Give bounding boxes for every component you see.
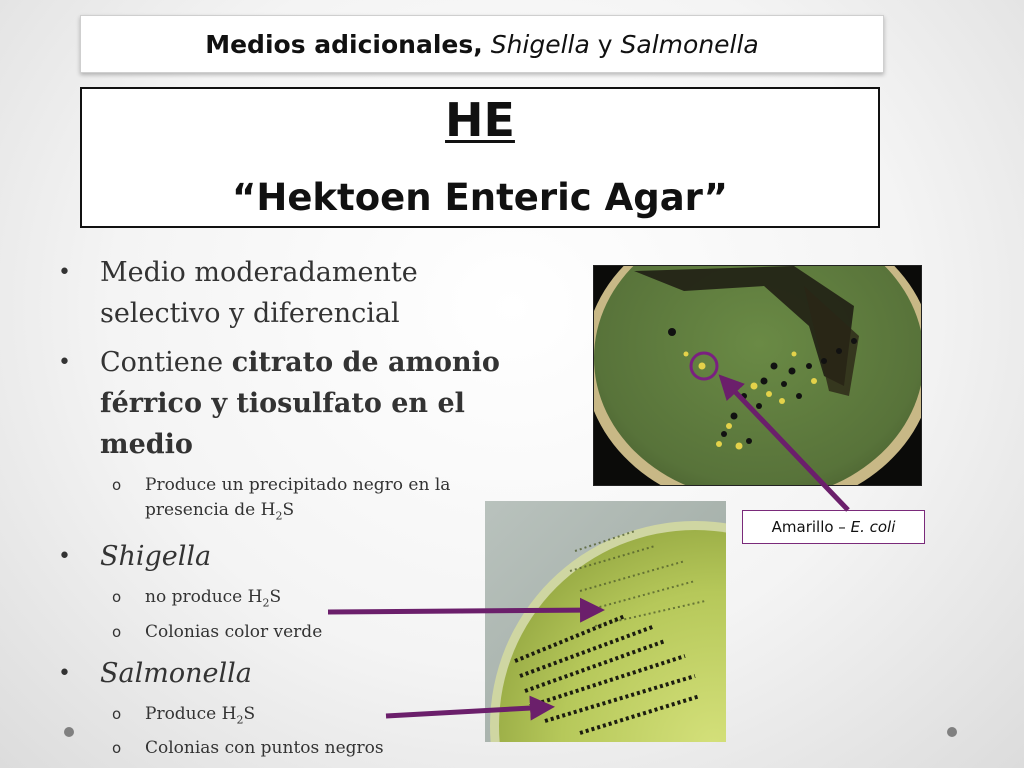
petri-dish-illustration (485, 501, 726, 742)
petri-dish-photo-shigella-salmonella (485, 501, 726, 742)
sub-bullet-suffix: S (282, 500, 295, 520)
sub-bullet-circle-icon: o (112, 622, 122, 641)
sub-bullet-item (58, 702, 538, 732)
bullet-item (58, 342, 538, 465)
sub-bullet-suffix: S (269, 587, 282, 608)
bullet-dot-icon: • (58, 660, 71, 686)
bullet-text-bold: citrato de amonio férrico y tiosulfato en el medio (100, 347, 500, 460)
bullet-text: Shigella (100, 541, 212, 573)
banner-text-main: Medios adicionales, (205, 29, 483, 59)
bullet-dot-icon: • (58, 350, 71, 375)
sub-bullet-item (58, 473, 538, 528)
subscript: 2 (275, 509, 283, 523)
sub-bullet-item (58, 585, 538, 615)
bullet-dot-icon: • (58, 260, 71, 285)
banner-text-shigella: Shigella (490, 29, 590, 59)
slide-nav-dot-right (947, 727, 957, 737)
petri-dish-illustration (594, 266, 921, 485)
slide-title-box (80, 87, 880, 228)
sub-bullet-text: Colonias color verde (145, 621, 323, 642)
sub-bullet-circle-icon: o (112, 476, 122, 494)
bullet-dot-icon: • (58, 544, 71, 570)
bullet-item (58, 252, 538, 334)
sub-bullet-item (58, 620, 538, 645)
sub-bullet-text: no produce H (145, 587, 263, 608)
sub-bullet-circle-icon: o (112, 739, 122, 758)
title-abbreviation: HE (445, 93, 515, 147)
bullet-item (58, 536, 538, 577)
subscript: 2 (236, 713, 244, 727)
title-full-name: “Hektoen Enteric Agar” (232, 176, 728, 219)
sub-bullet-text: Colonias con puntos negros (145, 738, 384, 759)
label-prefix: Amarillo – (771, 518, 846, 536)
petri-dish-photo-ecoli (593, 265, 922, 486)
bullet-text: Salmonella (100, 657, 252, 689)
sub-bullet-text: Produce un precipitado negro en la presencia de H (145, 475, 451, 520)
sub-bullet-circle-icon: o (112, 704, 122, 723)
ecoli-label-box (742, 510, 925, 544)
banner-text-conjunction: y (597, 29, 613, 59)
sub-bullet-circle-icon: o (112, 588, 122, 607)
slide-header-banner (80, 15, 884, 73)
bullet-text: Medio moderadamente selectivo y diferencial (100, 257, 418, 329)
bullet-item (58, 653, 538, 694)
bullet-text: Contiene (100, 347, 232, 378)
sub-bullet-suffix: S (243, 703, 256, 724)
banner-text-salmonella: Salmonella (620, 29, 759, 59)
label-organism: E. coli (850, 518, 896, 536)
sub-bullet-item (58, 736, 538, 761)
bullet-list (58, 252, 538, 765)
slide-nav-dot-left (64, 727, 74, 737)
sub-bullet-text: Produce H (145, 703, 237, 724)
subscript: 2 (262, 596, 270, 610)
